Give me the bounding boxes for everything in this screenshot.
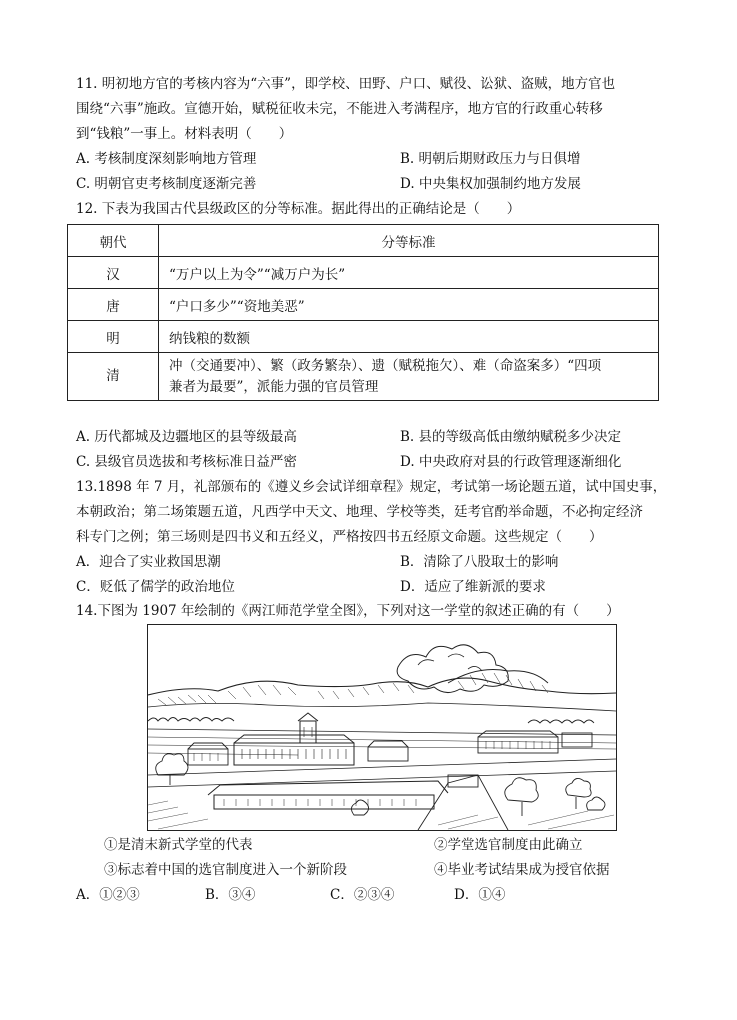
- q14-stem: 14.下图为 1907 年绘制的《两江师范学堂全图》，下列对这一学堂的叙述正确的有（ ）: [76, 603, 620, 619]
- q13-stem-line1: 13.1898 年 7 月，礼部颁布的《遵义乡会试详细章程》规定，考试第一场论题五道，试中国史事，: [76, 479, 667, 495]
- table-header-criteria: 分等标准: [159, 225, 659, 257]
- q13-option-c: C．贬低了儒学的政治地位: [76, 579, 235, 595]
- q13-option-b: B．清除了八股取士的影响: [400, 554, 559, 570]
- table-cell-criteria: “户口多少”“资地美恶”: [159, 289, 659, 321]
- q12-stem: 12. 下表为我国古代县级政区的分等标准。据此得出的正确结论是（ ）: [76, 201, 521, 217]
- q13-stem-line3: 科专门之例；第三场则是四书义和五经义，严格按四书五经原文命题。这些规定（ ）: [76, 529, 603, 545]
- q14-statement-2: ②学堂选官制度由此确立: [434, 837, 583, 853]
- table-cell-criteria: “万户以上为令”“减万户为长”: [159, 257, 659, 289]
- table-cell-criteria-line1: 冲（交通要冲）、繁（政务繁杂）、遗（赋税拖欠）、难（命盗案多）“四项: [169, 357, 602, 374]
- q11-option-d: D. 中央集权加强制约地方发展: [400, 176, 581, 192]
- q14-statement-1: ①是清末新式学堂的代表: [104, 837, 253, 853]
- table-row: [68, 257, 659, 289]
- table-cell-criteria: [159, 353, 659, 401]
- q12-option-b: B. 县的等级高低由缴纳赋税多少决定: [400, 429, 622, 445]
- q14-option-c: C．②③④: [330, 887, 395, 903]
- q11-option-a: A. 考核制度深刻影响地方管理: [76, 151, 257, 167]
- q12-option-c: C. 县级官员选拔和考核标准日益严密: [76, 454, 297, 470]
- q14-option-b: B．③④: [205, 887, 256, 903]
- table-row: [68, 321, 659, 353]
- q14-option-a: A．①②③: [76, 887, 140, 903]
- table-cell-criteria: 纳钱粮的数额: [159, 321, 659, 353]
- table-cell-dynasty: 清: [68, 353, 159, 401]
- q12-option-a: A. 历代都城及边疆地区的县等级最高: [76, 429, 297, 445]
- q14-statement-3: ③标志着中国的选官制度进入一个新阶段: [104, 862, 347, 878]
- q11-option-c: C. 明朝官吏考核制度逐渐完善: [76, 176, 257, 192]
- q11-stem-line1: 11. 明初地方官的考核内容为“六事”，即学校、田野、户口、赋役、讼狱、盗贼，地方官也: [76, 76, 616, 92]
- q13-option-a: A．迎合了实业救国思潮: [76, 554, 221, 570]
- q14-option-d: D．①④: [454, 887, 506, 903]
- table-cell-dynasty: 明: [68, 321, 159, 353]
- q12-option-d: D. 中央政府对县的行政管理逐渐细化: [400, 454, 622, 470]
- table-header-dynasty: 朝代: [68, 225, 159, 257]
- campus-illustration: [147, 624, 617, 831]
- q13-stem-line2: 本朝政治；第二场策题五道，凡西学中天文、地理、学校等类，廷考官酌举命题，不必拘定经济: [76, 504, 643, 520]
- county-grading-table: [67, 224, 659, 401]
- table-row: [68, 289, 659, 321]
- table-cell-dynasty: 唐: [68, 289, 159, 321]
- q14-statement-4: ④毕业考试结果成为授官依据: [434, 862, 610, 878]
- table-row: [68, 353, 659, 401]
- q11-stem-line3: 到“钱粮”一事上。材料表明（ ）: [76, 126, 293, 142]
- table-cell-criteria-line2: 兼者为最要”，派能力强的官员管理: [169, 378, 379, 395]
- table-cell-dynasty: 汉: [68, 257, 159, 289]
- table-header-row: [68, 225, 659, 257]
- q11-stem-line2: 围绕“六事”施政。宣德开始，赋税征收未完，不能进入考满程序，地方官的行政重心转移: [76, 101, 603, 117]
- q13-option-d: D．适应了维新派的要求: [400, 579, 546, 595]
- q11-option-b: B. 明朝后期财政压力与日俱增: [400, 151, 581, 167]
